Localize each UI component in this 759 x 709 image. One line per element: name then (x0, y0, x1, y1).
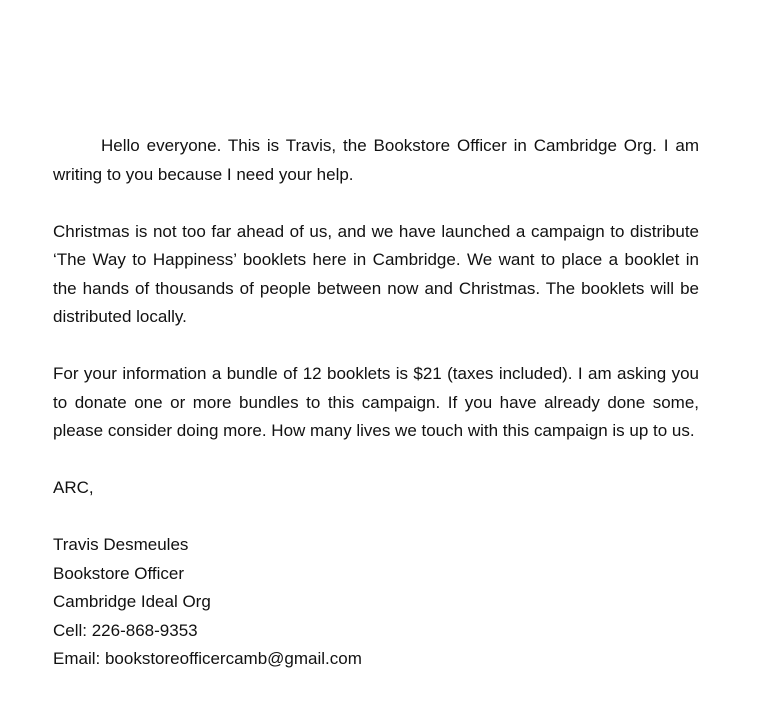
closing-salutation: ARC, (53, 478, 94, 497)
signature-block (53, 531, 699, 674)
letter-body (53, 132, 699, 674)
signature-name: Travis Desmeules (53, 535, 189, 554)
paragraph-donation: For your information a bundle of 12 booklets is $21 (taxes included). I am asking you to donate one or more bundles to this campaign. If you have already done some, please consider doing more. How many lives we touch with this campaign is up to us. (53, 364, 699, 440)
signature-email: Email: bookstoreofficercamb@gmail.com (53, 649, 362, 668)
signature-org: Cambridge Ideal Org (53, 592, 211, 611)
signature-title: Bookstore Officer (53, 563, 185, 583)
signature-cell: Cell: 226-868-9353 (53, 620, 198, 640)
paragraph-intro: Hello everyone. This is Travis, the Bookstore Officer in Cambridge Org. I am writing to you because I need your help. (53, 136, 699, 184)
paragraph-campaign: Christmas is not too far ahead of us, and we have launched a campaign to distribute ‘The Way to Happiness’ booklets here in Cambridge. We want to place a booklet in the hands of thousands of people between now and Christmas. The booklets will be distributed locally. (53, 221, 699, 326)
